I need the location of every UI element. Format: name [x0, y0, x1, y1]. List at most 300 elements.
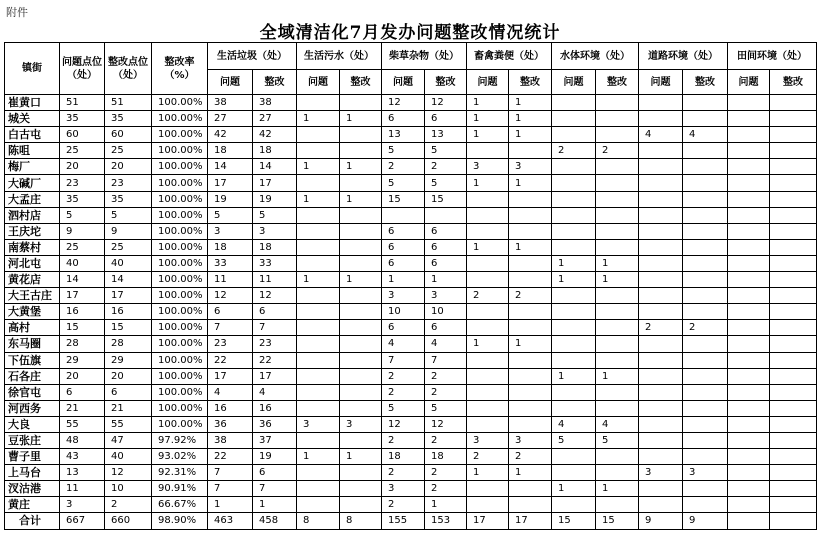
value-cell — [683, 239, 728, 255]
value-cell — [728, 127, 770, 143]
value-cell — [639, 255, 683, 271]
value-cell — [596, 95, 639, 111]
value-cell: 1 — [552, 368, 596, 384]
value-cell: 55 — [105, 416, 152, 432]
value-cell: 3 — [509, 432, 552, 448]
value-cell — [770, 336, 817, 352]
value-cell: 12 — [208, 288, 253, 304]
table-row — [5, 465, 817, 481]
value-cell: 3 — [467, 159, 509, 175]
value-cell — [639, 207, 683, 223]
table-row — [5, 207, 817, 223]
value-cell — [340, 239, 382, 255]
value-cell — [552, 95, 596, 111]
town-cell: 黄庄 — [5, 497, 60, 513]
header-category: 生活污水（处） — [297, 43, 382, 70]
value-cell: 20 — [60, 368, 105, 384]
value-cell — [467, 497, 509, 513]
value-cell — [639, 143, 683, 159]
value-cell — [683, 255, 728, 271]
value-cell — [683, 384, 728, 400]
value-cell: 6 — [425, 255, 467, 271]
value-cell: 43 — [60, 449, 105, 465]
value-cell — [552, 384, 596, 400]
value-cell: 66.67% — [152, 497, 208, 513]
value-cell: 1 — [467, 175, 509, 191]
value-cell — [683, 95, 728, 111]
value-cell — [340, 497, 382, 513]
value-cell: 100.00% — [152, 191, 208, 207]
value-cell: 17 — [253, 368, 297, 384]
value-cell: 17 — [467, 513, 509, 529]
value-cell: 3 — [340, 416, 382, 432]
value-cell — [340, 288, 382, 304]
value-cell: 100.00% — [152, 384, 208, 400]
town-cell: 城关 — [5, 111, 60, 127]
value-cell — [467, 207, 509, 223]
value-cell: 18 — [253, 239, 297, 255]
value-cell: 5 — [425, 175, 467, 191]
value-cell: 100.00% — [152, 416, 208, 432]
value-cell — [297, 481, 340, 497]
value-cell: 2 — [382, 384, 425, 400]
town-cell: 东马圈 — [5, 336, 60, 352]
table-row — [5, 272, 817, 288]
value-cell — [683, 416, 728, 432]
value-cell: 7 — [208, 320, 253, 336]
value-cell: 1 — [208, 497, 253, 513]
value-cell — [728, 465, 770, 481]
value-cell: 7 — [208, 481, 253, 497]
value-cell: 10 — [425, 304, 467, 320]
value-cell: 7 — [382, 352, 425, 368]
value-cell — [728, 304, 770, 320]
town-cell: 合计 — [5, 513, 60, 529]
value-cell — [770, 95, 817, 111]
value-cell: 2 — [105, 497, 152, 513]
value-cell — [552, 288, 596, 304]
value-cell — [639, 368, 683, 384]
value-cell — [770, 239, 817, 255]
value-cell: 3 — [208, 223, 253, 239]
town-cell: 大碱厂 — [5, 175, 60, 191]
value-cell: 3 — [509, 159, 552, 175]
value-cell: 463 — [208, 513, 253, 529]
subheader-rectified: 整改 — [253, 70, 297, 95]
value-cell: 33 — [208, 255, 253, 271]
town-cell: 石各庄 — [5, 368, 60, 384]
value-cell — [770, 465, 817, 481]
value-cell — [728, 513, 770, 529]
value-cell — [552, 111, 596, 127]
value-cell — [340, 320, 382, 336]
value-cell — [467, 223, 509, 239]
value-cell — [297, 368, 340, 384]
value-cell: 36 — [208, 416, 253, 432]
value-cell — [770, 143, 817, 159]
value-cell: 17 — [60, 288, 105, 304]
value-cell — [297, 223, 340, 239]
subheader-issue: 问题 — [297, 70, 340, 95]
value-cell: 10 — [105, 481, 152, 497]
value-cell: 27 — [253, 111, 297, 127]
value-cell — [552, 320, 596, 336]
value-cell: 17 — [253, 175, 297, 191]
value-cell: 2 — [467, 449, 509, 465]
value-cell — [467, 481, 509, 497]
value-cell: 3 — [683, 465, 728, 481]
value-cell: 1 — [552, 255, 596, 271]
value-cell — [340, 304, 382, 320]
value-cell — [639, 416, 683, 432]
value-cell: 23 — [60, 175, 105, 191]
value-cell — [596, 304, 639, 320]
value-cell: 4 — [382, 336, 425, 352]
value-cell: 9 — [105, 223, 152, 239]
value-cell — [683, 352, 728, 368]
value-cell — [509, 416, 552, 432]
value-cell — [683, 143, 728, 159]
value-cell: 3 — [425, 288, 467, 304]
value-cell: 2 — [382, 159, 425, 175]
value-cell — [552, 159, 596, 175]
value-cell: 9 — [639, 513, 683, 529]
value-cell: 100.00% — [152, 111, 208, 127]
value-cell: 2 — [467, 288, 509, 304]
value-cell: 153 — [425, 513, 467, 529]
value-cell — [340, 368, 382, 384]
value-cell: 9 — [683, 513, 728, 529]
table-row — [5, 432, 817, 448]
value-cell: 18 — [253, 143, 297, 159]
value-cell — [509, 481, 552, 497]
value-cell: 19 — [208, 191, 253, 207]
value-cell — [770, 384, 817, 400]
subheader-issue: 问题 — [382, 70, 425, 95]
value-cell: 18 — [382, 449, 425, 465]
value-cell: 5 — [596, 432, 639, 448]
subheader-issue: 问题 — [467, 70, 509, 95]
value-cell: 11 — [60, 481, 105, 497]
value-cell: 5 — [425, 143, 467, 159]
subheader-rectified: 整改 — [683, 70, 728, 95]
value-cell — [639, 497, 683, 513]
value-cell — [683, 223, 728, 239]
value-cell — [297, 288, 340, 304]
value-cell — [683, 111, 728, 127]
value-cell: 40 — [105, 449, 152, 465]
value-cell — [340, 432, 382, 448]
table-row — [5, 223, 817, 239]
value-cell — [770, 352, 817, 368]
value-cell — [467, 272, 509, 288]
value-cell: 37 — [253, 432, 297, 448]
value-cell: 38 — [253, 95, 297, 111]
value-cell: 100.00% — [152, 207, 208, 223]
value-cell — [639, 449, 683, 465]
value-cell: 28 — [60, 336, 105, 352]
value-cell: 97.92% — [152, 432, 208, 448]
value-cell — [340, 127, 382, 143]
value-cell: 5 — [382, 400, 425, 416]
value-cell: 1 — [467, 465, 509, 481]
table-row — [5, 255, 817, 271]
table-row — [5, 320, 817, 336]
value-cell — [596, 497, 639, 513]
value-cell — [467, 400, 509, 416]
value-cell — [297, 207, 340, 223]
value-cell: 17 — [208, 175, 253, 191]
value-cell — [639, 223, 683, 239]
subheader-rectified: 整改 — [340, 70, 382, 95]
value-cell: 6 — [382, 223, 425, 239]
table-row — [5, 481, 817, 497]
value-cell: 23 — [105, 175, 152, 191]
table-row — [5, 368, 817, 384]
town-cell: 河西务 — [5, 400, 60, 416]
value-cell: 35 — [105, 191, 152, 207]
table-row — [5, 239, 817, 255]
value-cell: 17 — [105, 288, 152, 304]
value-cell: 22 — [208, 352, 253, 368]
value-cell: 3 — [467, 432, 509, 448]
value-cell: 100.00% — [152, 255, 208, 271]
value-cell: 100.00% — [152, 175, 208, 191]
value-cell: 3 — [60, 497, 105, 513]
value-cell — [770, 368, 817, 384]
value-cell: 2 — [425, 432, 467, 448]
value-cell: 1 — [425, 497, 467, 513]
value-cell: 13 — [382, 127, 425, 143]
value-cell: 48 — [60, 432, 105, 448]
town-cell: 汊沽港 — [5, 481, 60, 497]
value-cell — [728, 416, 770, 432]
value-cell: 1 — [509, 111, 552, 127]
value-cell: 12 — [425, 95, 467, 111]
value-cell — [770, 304, 817, 320]
value-cell — [728, 481, 770, 497]
value-cell: 28 — [105, 336, 152, 352]
value-cell — [340, 175, 382, 191]
value-cell — [728, 175, 770, 191]
value-cell: 100.00% — [152, 304, 208, 320]
value-cell: 2 — [382, 465, 425, 481]
value-cell — [552, 239, 596, 255]
subheader-rectified: 整改 — [770, 70, 817, 95]
value-cell: 1 — [340, 449, 382, 465]
value-cell — [639, 191, 683, 207]
value-cell: 5 — [208, 207, 253, 223]
value-cell: 6 — [253, 465, 297, 481]
value-cell — [509, 223, 552, 239]
value-cell: 1 — [467, 127, 509, 143]
value-cell — [467, 384, 509, 400]
value-cell — [467, 304, 509, 320]
value-cell — [509, 255, 552, 271]
value-cell: 4 — [253, 384, 297, 400]
value-cell — [770, 432, 817, 448]
town-cell: 高村 — [5, 320, 60, 336]
value-cell: 12 — [253, 288, 297, 304]
value-cell: 660 — [105, 513, 152, 529]
value-cell — [297, 336, 340, 352]
value-cell — [596, 191, 639, 207]
value-cell: 15 — [425, 191, 467, 207]
town-cell: 泗村店 — [5, 207, 60, 223]
value-cell — [596, 159, 639, 175]
value-cell: 1 — [467, 95, 509, 111]
town-cell: 河北屯 — [5, 255, 60, 271]
table-row — [5, 352, 817, 368]
subheader-rectified: 整改 — [509, 70, 552, 95]
value-cell — [509, 191, 552, 207]
value-cell — [467, 368, 509, 384]
header-category: 水体环境（处） — [552, 43, 639, 70]
value-cell: 4 — [596, 416, 639, 432]
value-cell: 100.00% — [152, 95, 208, 111]
header-category: 道路环境（处） — [639, 43, 728, 70]
value-cell — [509, 304, 552, 320]
value-cell — [639, 239, 683, 255]
value-cell — [770, 449, 817, 465]
value-cell: 18 — [208, 143, 253, 159]
value-cell: 47 — [105, 432, 152, 448]
value-cell: 12 — [382, 416, 425, 432]
value-cell: 1 — [509, 465, 552, 481]
value-cell: 1 — [596, 368, 639, 384]
town-cell: 黄花店 — [5, 272, 60, 288]
value-cell: 38 — [208, 432, 253, 448]
value-cell: 25 — [105, 239, 152, 255]
value-cell: 1 — [509, 239, 552, 255]
value-cell: 35 — [60, 111, 105, 127]
table-row — [5, 336, 817, 352]
value-cell: 42 — [208, 127, 253, 143]
value-cell — [639, 288, 683, 304]
table-row — [5, 304, 817, 320]
value-cell: 2 — [509, 288, 552, 304]
value-cell: 10 — [382, 304, 425, 320]
value-cell — [639, 95, 683, 111]
value-cell: 6 — [382, 320, 425, 336]
value-cell: 6 — [425, 223, 467, 239]
value-cell: 25 — [105, 143, 152, 159]
value-cell: 22 — [253, 352, 297, 368]
value-cell — [340, 400, 382, 416]
value-cell — [596, 223, 639, 239]
value-cell: 3 — [297, 416, 340, 432]
value-cell — [770, 481, 817, 497]
value-cell — [683, 159, 728, 175]
value-cell — [552, 336, 596, 352]
value-cell: 9 — [60, 223, 105, 239]
value-cell — [297, 95, 340, 111]
value-cell: 25 — [60, 239, 105, 255]
value-cell — [596, 320, 639, 336]
value-cell — [340, 481, 382, 497]
value-cell — [297, 400, 340, 416]
value-cell — [596, 449, 639, 465]
value-cell: 7 — [208, 465, 253, 481]
value-cell — [639, 432, 683, 448]
value-cell — [728, 352, 770, 368]
value-cell: 1 — [596, 481, 639, 497]
header-issue-points: 问题点位（处） — [60, 43, 105, 95]
value-cell: 1 — [509, 175, 552, 191]
value-cell — [770, 416, 817, 432]
value-cell — [509, 352, 552, 368]
value-cell: 2 — [509, 449, 552, 465]
value-cell — [770, 191, 817, 207]
value-cell: 2 — [425, 481, 467, 497]
value-cell — [683, 304, 728, 320]
table-row — [5, 449, 817, 465]
table-row — [5, 191, 817, 207]
town-cell: 大孟庄 — [5, 191, 60, 207]
value-cell: 1 — [297, 272, 340, 288]
value-cell: 17 — [208, 368, 253, 384]
town-cell: 豆张庄 — [5, 432, 60, 448]
value-cell: 2 — [382, 497, 425, 513]
value-cell: 2 — [683, 320, 728, 336]
value-cell — [683, 175, 728, 191]
value-cell — [297, 143, 340, 159]
value-cell — [728, 159, 770, 175]
value-cell — [382, 207, 425, 223]
value-cell — [552, 304, 596, 320]
value-cell: 14 — [60, 272, 105, 288]
value-cell: 1 — [340, 272, 382, 288]
value-cell: 1 — [467, 336, 509, 352]
value-cell — [297, 384, 340, 400]
value-cell — [297, 497, 340, 513]
value-cell: 38 — [208, 95, 253, 111]
value-cell — [683, 497, 728, 513]
value-cell: 23 — [253, 336, 297, 352]
value-cell: 15 — [552, 513, 596, 529]
value-cell: 12 — [425, 416, 467, 432]
value-cell — [639, 272, 683, 288]
value-cell: 60 — [105, 127, 152, 143]
value-cell: 3 — [253, 223, 297, 239]
value-cell: 13 — [425, 127, 467, 143]
value-cell: 35 — [60, 191, 105, 207]
value-cell: 5 — [105, 207, 152, 223]
value-cell: 14 — [105, 272, 152, 288]
town-cell: 梅厂 — [5, 159, 60, 175]
value-cell: 11 — [253, 272, 297, 288]
value-cell — [728, 320, 770, 336]
value-cell: 4 — [683, 127, 728, 143]
table-row — [5, 288, 817, 304]
value-cell — [467, 320, 509, 336]
value-cell: 2 — [639, 320, 683, 336]
value-cell: 100.00% — [152, 352, 208, 368]
value-cell — [340, 336, 382, 352]
value-cell — [770, 513, 817, 529]
value-cell: 55 — [60, 416, 105, 432]
value-cell: 458 — [253, 513, 297, 529]
value-cell — [467, 191, 509, 207]
value-cell — [297, 352, 340, 368]
value-cell — [683, 207, 728, 223]
value-cell: 667 — [60, 513, 105, 529]
value-cell: 1 — [340, 111, 382, 127]
value-cell: 100.00% — [152, 272, 208, 288]
value-cell — [509, 368, 552, 384]
value-cell: 155 — [382, 513, 425, 529]
value-cell — [728, 111, 770, 127]
